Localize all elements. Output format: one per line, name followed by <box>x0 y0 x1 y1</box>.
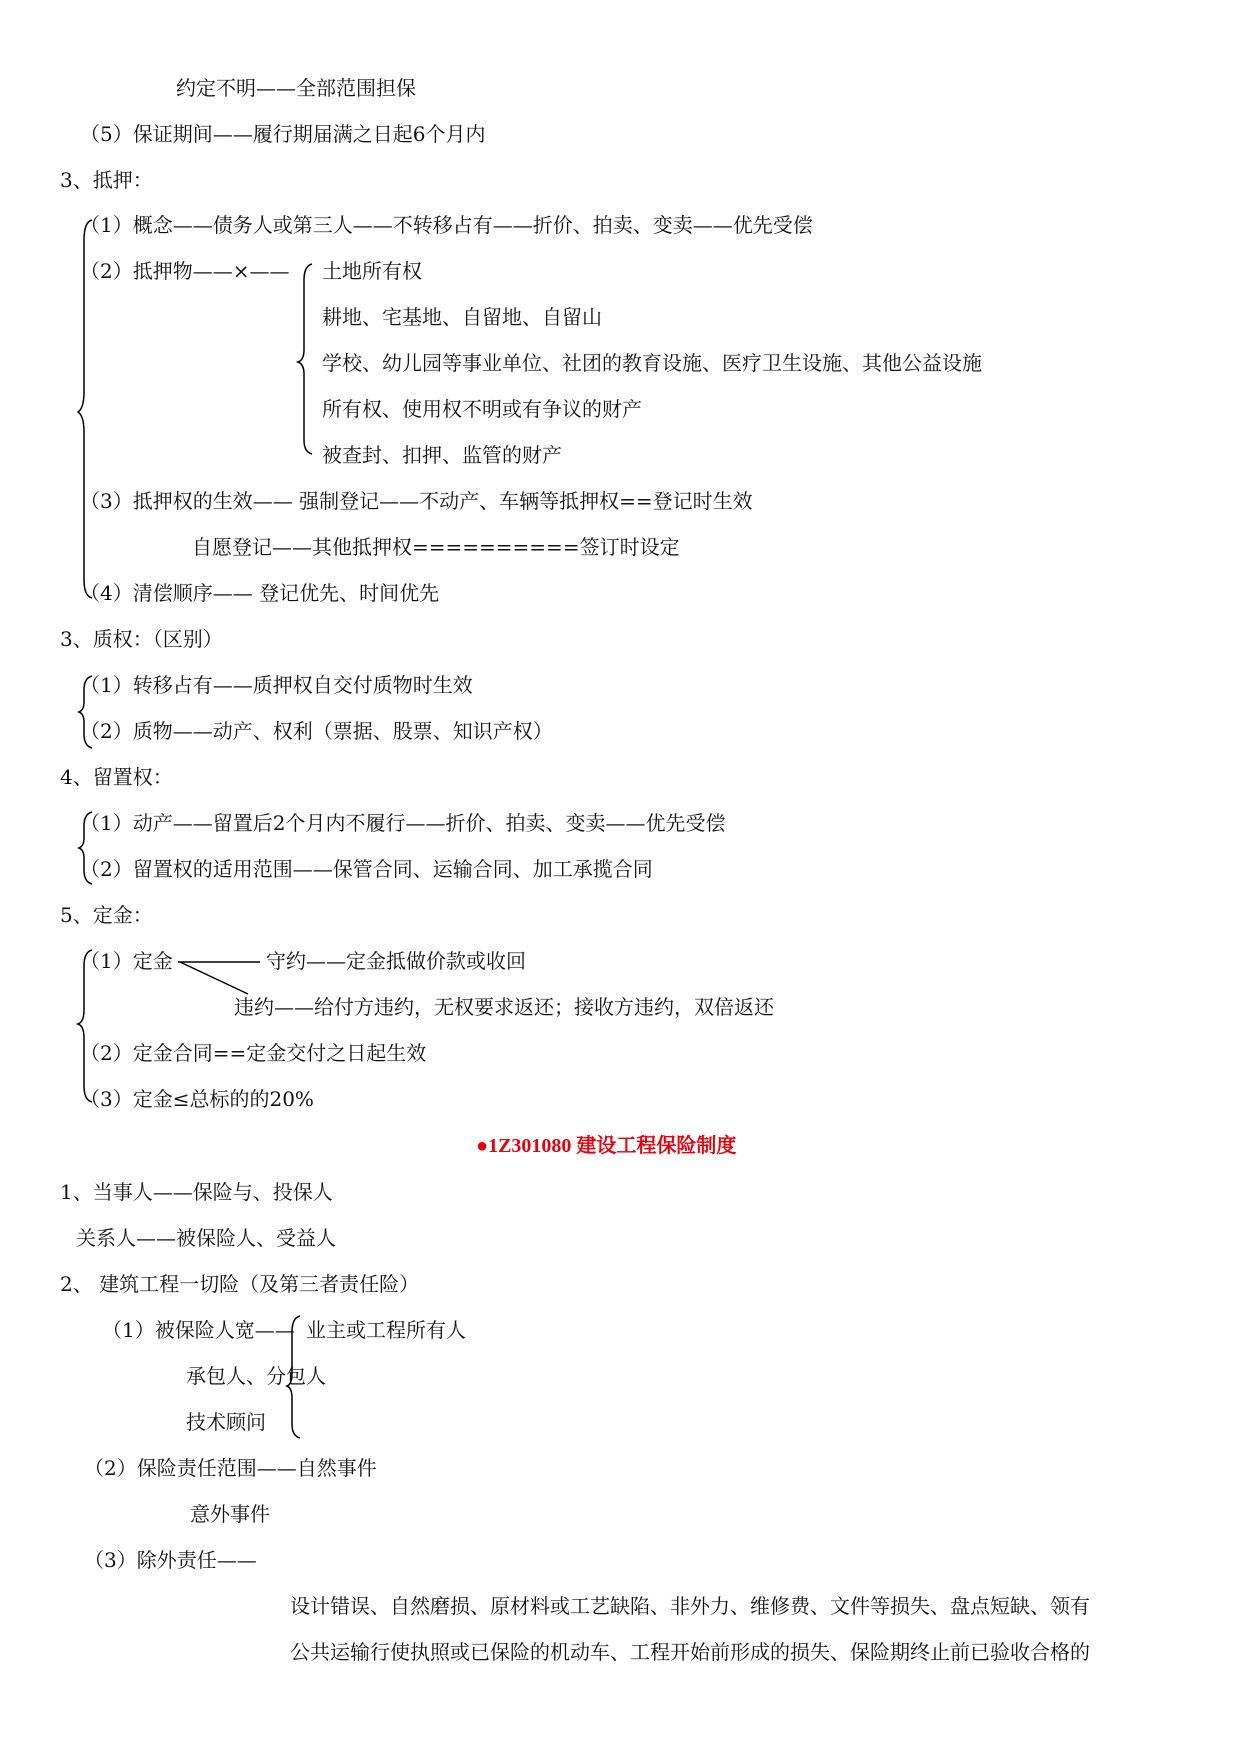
text-line: （2）定金合同==定金交付之日起生效 <box>80 1041 427 1065</box>
text-line: （3）定金≤总标的的20% <box>80 1087 314 1111</box>
section-title: 5、定金： <box>60 903 153 927</box>
text-line: （4）清偿顺序—— 登记优先、时间优先 <box>80 581 440 605</box>
text-line: 被查封、扣押、监管的财产 <box>322 443 562 467</box>
section-heading: ●1Z301080 建设工程保险制度 <box>476 1135 737 1157</box>
text-line: （3）除外责任—— <box>84 1548 257 1572</box>
text-line: 业主或工程所有人 <box>306 1318 466 1342</box>
text-line: 1、当事人——保险与、投保人 <box>60 1180 333 1204</box>
text-line: 技术顾问 <box>186 1410 266 1434</box>
section-title: 3、质权：（区别） <box>60 627 223 651</box>
collateral-brace <box>298 264 312 454</box>
text-line: （3）抵押权的生效—— 强制登记——不动产、车辆等抵押权==登记时生效 <box>80 489 753 513</box>
text-line: 设计错误、自然磨损、原材料或工艺缺陷、非外力、维修费、文件等损失、盘点短缺、领有 <box>290 1594 1090 1618</box>
text-line: （1）被保险人宽—— <box>102 1318 295 1342</box>
text-line: （1）概念——债务人或第三人——不转移占有——折价、拍卖、变卖——优先受偿 <box>80 213 813 237</box>
text-line: （2）质物——动产、权利（票据、股票、知识产权） <box>80 719 553 743</box>
text-line: （1）定金 <box>80 949 173 973</box>
text-line: （2）抵押物——×—— <box>80 259 290 283</box>
text-line: 约定不明——全部范围担保 <box>176 76 416 100</box>
text-line: 耕地、宅基地、自留地、自留山 <box>322 305 602 329</box>
section-title: 3、抵押： <box>60 168 153 192</box>
text-line: （5）保证期间——履行期届满之日起6个月内 <box>80 122 486 146</box>
text-line: 自愿登记——其他抵押权==========签订时设定 <box>192 535 680 559</box>
text-line: 所有权、使用权不明或有争议的财产 <box>322 397 642 421</box>
text-line: 学校、幼儿园等事业单位、社团的教育设施、医疗卫生设施、其他公益设施 <box>322 351 982 375</box>
text-line: 关系人——被保险人、受益人 <box>76 1226 336 1250</box>
text-line: （1）转移占有——质押权自交付质物时生效 <box>80 673 473 697</box>
text-line: 土地所有权 <box>322 259 422 283</box>
deposit-breach-line <box>180 962 248 994</box>
section-title: 4、留置权： <box>60 765 173 789</box>
text-line: （2）保险责任范围——自然事件 <box>84 1456 377 1480</box>
text-line: （1）动产——留置后2个月内不履行——折价、拍卖、变卖——优先受偿 <box>80 811 726 835</box>
text-line: 承包人、分包人 <box>186 1364 326 1388</box>
text-line: 公共运输行使执照或已保险的机动车、工程开始前形成的损失、保险期终止前已验收合格的 <box>290 1640 1090 1664</box>
text-line: 违约——给付方违约，无权要求返还；接收方违约，双倍返还 <box>234 995 774 1019</box>
text-line: 意外事件 <box>190 1502 270 1526</box>
text-line: （2）留置权的适用范围——保管合同、运输合同、加工承揽合同 <box>80 857 653 881</box>
text-line: 守约——定金抵做价款或收回 <box>266 949 526 973</box>
section-title: 2、 建筑工程一切险（及第三者责任险） <box>60 1272 420 1296</box>
